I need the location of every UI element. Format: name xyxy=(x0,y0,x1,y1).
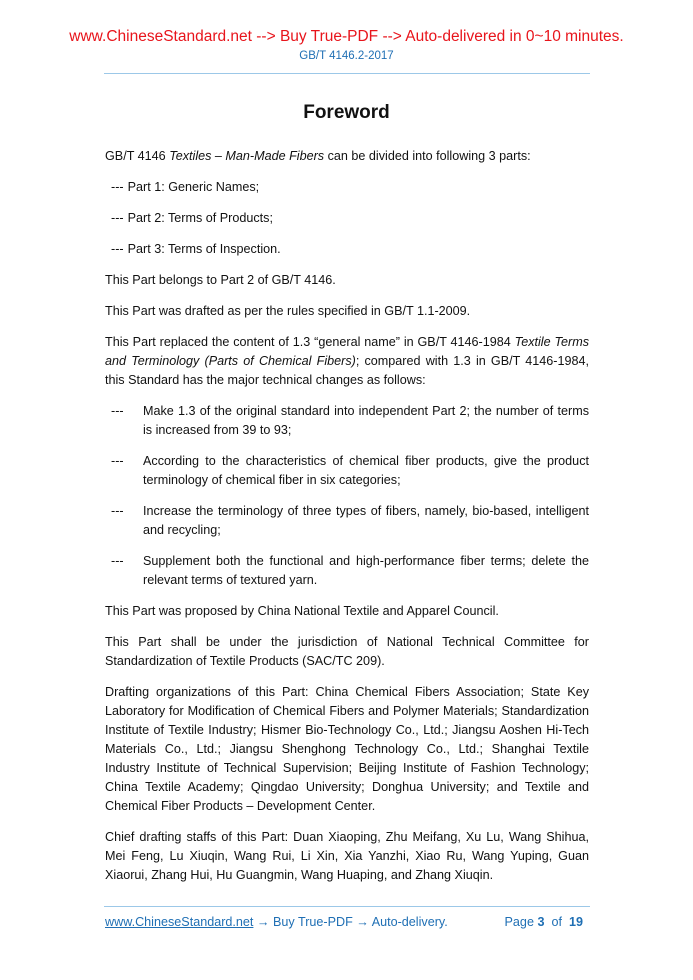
footer-text: → Buy True-PDF → Auto-delivery. xyxy=(253,915,448,929)
document-body xyxy=(105,147,589,897)
paragraph: This Part was proposed by China National Textile and Apparel Council. xyxy=(105,604,499,618)
list-item xyxy=(111,402,589,440)
list-text: Supplement both the functional and high-performance fiber terms; delete the relevant terms of textured yarn. xyxy=(143,554,589,587)
document-code: GB/T 4146.2-2017 xyxy=(299,50,394,62)
page-indicator xyxy=(505,915,583,929)
text: GB/T 4146 xyxy=(105,149,170,163)
paragraph: This Part shall be under the jurisdiction of National Technical Committee for Standardization of Textile Products (SAC/TC 209). xyxy=(105,635,589,668)
of-label: of xyxy=(551,915,562,929)
page-total: 19 xyxy=(568,915,583,929)
list-item xyxy=(111,178,589,197)
list-item xyxy=(111,552,589,590)
list-text: Part 1: Generic Names; xyxy=(127,180,260,194)
paragraph: This Part was drafted as per the rules specified in GB/T 1.1-2009. xyxy=(105,304,471,318)
list-text: Part 3: Terms of Inspection. xyxy=(127,242,281,256)
list-text: Make 1.3 of the original standard into independent Part 2; the number of terms is increased from 39 to 93; xyxy=(143,404,589,437)
list-item xyxy=(111,502,589,540)
page-label: Page xyxy=(504,915,534,929)
dash: --- xyxy=(111,211,124,225)
paragraph: Drafting organizations of this Part: China Chemical Fibers Association; State Key Laboratory for Modification of Chemical Fibers and Polymer Materials; Standardization Institute of Textile Industry; Hismer Bio-Technology Co., Ltd.; Jiangsu Aoshen Hi-Tech Materials Co., Ltd.; Jiangsu Shenghong Technology Co., Ltd.; Shanghai Textile Industry Institute of Technical Supervision; Beijing Institute of Fashion Technology; China Textile Academy; Qingdao University; Donghua University; and Textile and Chemical Fiber Products – Development Center. xyxy=(105,685,589,813)
header-divider xyxy=(104,73,590,74)
page-title: Foreword xyxy=(303,102,390,123)
header-banner: www.ChineseStandard.net --> Buy True-PDF --> Auto-delivered in 0~10 minutes. xyxy=(69,28,624,45)
italic-title: Textiles – Man-Made Fibers xyxy=(169,149,325,163)
paragraph xyxy=(105,333,589,390)
list-item xyxy=(111,452,589,490)
text: This Part replaced the content of 1.3 “general name” in GB/T 4146-1984 xyxy=(105,335,515,349)
dash: --- xyxy=(111,454,124,468)
dash: --- xyxy=(111,404,124,418)
paragraph: Chief drafting staffs of this Part: Duan Xiaoping, Zhu Meifang, Xu Lu, Wang Shihua, Mei Feng, Lu Xiuqin, Wang Rui, Li Xin, Xia Yanzhi, Xiao Ru, Wang Yuping, Guan Xiaorui, Zhang Hui, Hu Guangmin, Wang Huaping, and Zhang Xiuqin. xyxy=(105,830,589,882)
footer-link[interactable]: www.ChineseStandard.net xyxy=(105,915,254,929)
dash: --- xyxy=(111,504,124,518)
dash: --- xyxy=(111,554,124,568)
dash: --- xyxy=(111,242,124,256)
list-text: According to the characteristics of chemical fiber products, give the product terminology of chemical fiber in six categories; xyxy=(143,454,589,487)
list-text: Part 2: Terms of Products; xyxy=(127,211,273,225)
list-item xyxy=(111,209,589,228)
text: can be divided into following 3 parts: xyxy=(324,149,531,163)
footer-divider xyxy=(104,906,590,907)
list-text: Increase the terminology of three types of fibers, namely, bio-based, intelligent and recycling; xyxy=(143,504,589,537)
intro-paragraph xyxy=(105,147,589,166)
text: ; compared with 1.3 in GB/T 4146-1984, this Standard has the major technical changes as follows: xyxy=(105,354,590,387)
italic-title: Textile Terms and Terminology (Parts of Chemical Fibers) xyxy=(105,335,589,368)
list-item xyxy=(111,240,589,259)
footer xyxy=(105,915,589,929)
paragraph: This Part belongs to Part 2 of GB/T 4146. xyxy=(105,273,336,287)
page-number: 3 xyxy=(537,915,545,929)
dash: --- xyxy=(111,180,124,194)
